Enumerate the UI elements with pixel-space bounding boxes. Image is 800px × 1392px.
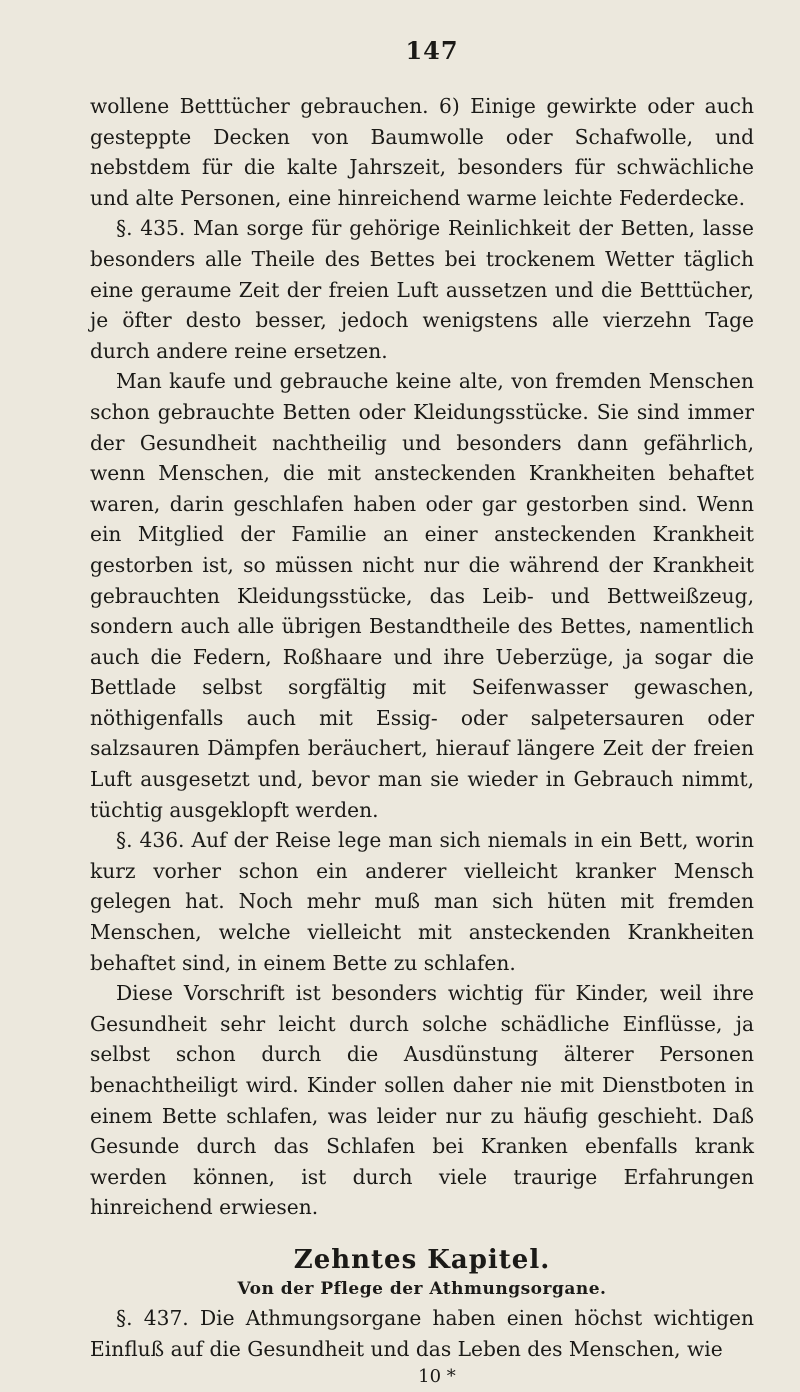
chapter-subtitle: Von der Pflege der Athmungsorgane. xyxy=(237,1278,607,1299)
paragraph-continued: wollene Betttücher gebrauchen. 6) Einige gewirkte oder auch gesteppte Decken von Baumwolle oder Schafwolle, und nebstdem für die kalte Jahrszeit, besonders für schwächliche und alte Personen, eine hinreichend warme leichte Federdecke. xyxy=(90,94,754,210)
signature-mark: 10 * xyxy=(418,1366,456,1388)
paragraph-section-435: §. 435. Man sorge für gehörige Reinlichkeit der Betten, lasse besonders alle Theile des Bettes bei trockenem Wetter täglich eine geraume Zeit der freien Luft aussetzen und die Betttücher, je öfter desto besser, jedoch wenigstens alle vierzehn Tage durch andere reine ersetzen. xyxy=(90,216,754,363)
paragraph-section-436: §. 436. Auf der Reise lege man sich niemals in ein Bett, worin kurz vorher schon ein anderer vielleicht kranker Mensch gelegen hat. Noch mehr muß man sich hüten mit fremden Menschen, welche vielleicht mit ansteckenden Krankheiten behaftet sind, in einem Bette zu schlafen. xyxy=(90,828,754,975)
page-number: 147 xyxy=(405,36,459,65)
paragraph-section-437: §. 437. Die Athmungsorgane haben einen höchst wichtigen Einfluß auf die Gesundheit und das Leben des Menschen, wie xyxy=(90,1305,754,1361)
paragraph-children: Diese Vorschrift ist besonders wichtig für Kinder, weil ihre Gesundheit sehr leicht durch solche schädliche Einflüsse, ja selbst schon durch die Ausdünstung älterer Personen benachtheiligt wird. Kinder sollen daher nie mit Dienstboten in einem Bette schlafen, was leider nur zu häufig geschieht. Daß Gesunde durch das Schlafen bei Kranken ebenfalls krank werden können, ist durch viele traurige Erfahrungen hinreichend erwiesen. xyxy=(90,981,754,1220)
chapter-title: Zehntes Kapitel. xyxy=(293,1244,551,1275)
paragraph-used-beds: Man kaufe und gebrauche keine alte, von fremden Menschen schon gebrauchte Betten oder Kleidungsstücke. Sie sind immer der Gesundheit nachtheilig und besonders dann gefährlich, wenn Menschen, die mit ansteckenden Krankheiten behaftet waren, darin geschlafen haben oder gar gestorben sind. Wenn ein Mitglied der Familie an einer ansteckenden Krankheit gestorben ist, so müssen nicht nur die während der Krankheit gebrauchten Kleidungsstücke, das Leib- und Bettweißzeug, sondern auch alle übrigen Bestandtheile des Bettes, namentlich auch die Federn, Roßhaare und ihre Ueberzüge, ja sogar die Bettlade selbst sorgfältig mit Seifenwasser gewaschen, nöthigenfalls auch mit Essig- oder salpetersauren oder salzsauren Dämpfen beräuchert, hierauf längere Zeit der freien Luft ausgesetzt und, bevor man sie wieder in Gebrauch nimmt, tüchtig ausgeklopft werden. xyxy=(90,369,754,822)
